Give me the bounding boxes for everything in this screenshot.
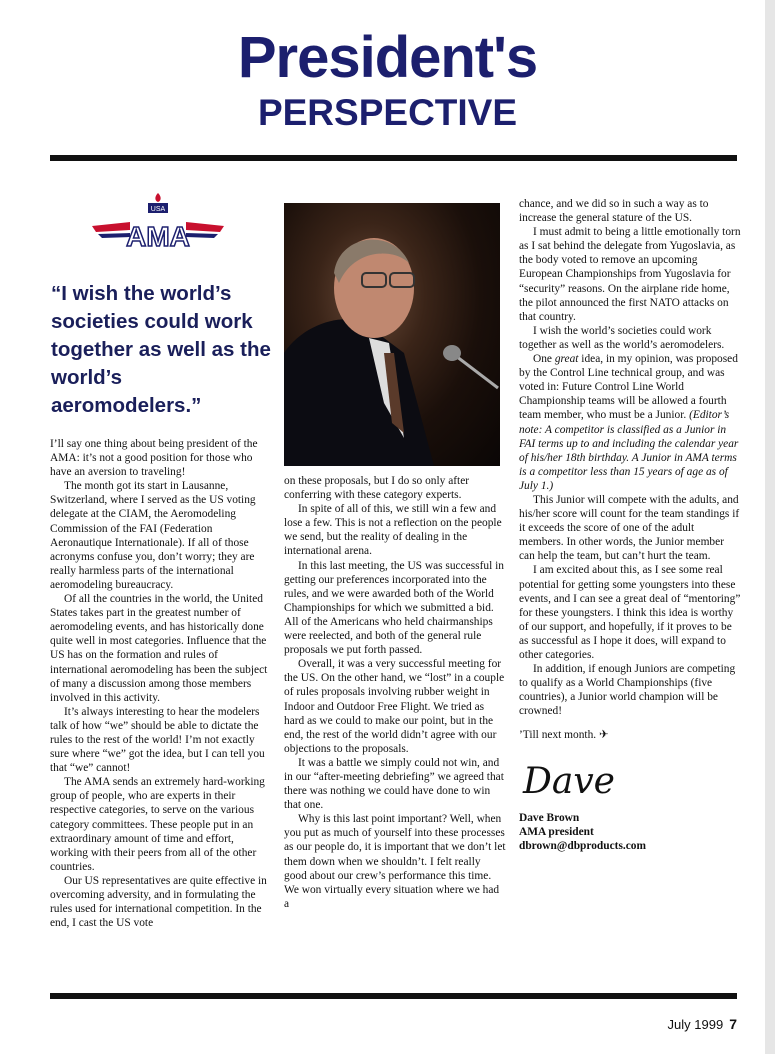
paragraph: In this last meeting, the US was successful in getting our preferences incorporated into the rules, and we were awarded both of the World Championships for which we submitted a bid. All of the Americans who held chairmanships were reelected, and both of the general rule proposals we put forth passed. (284, 559, 504, 657)
right-wing-red (186, 222, 224, 232)
paragraph: I wish the world’s societies could work together as well as the world’s aeromodelers. (519, 324, 725, 351)
paragraph: In addition, if enough Juniors are competing to qualify as a World Championships (five countries), a Junior world champion will be crowned! (519, 663, 736, 718)
ama-logo (92, 192, 224, 254)
paragraph: The month got its start in Lausanne, Switzerland, where I served as the US voting delegate at the CIAM, the Aeromodeling Commission of the FAI (Federation Aeronautique Internationale). If all of those acronyms confuse you, don’t worry; they are really harmless parts of the international aeromodeling bureaucracy. (50, 480, 256, 591)
paragraph: Our US representatives are quite effective in overcoming adversity, and in formulating the rules used for international competition. In the end, I cast the US vote (50, 874, 267, 930)
paragraph: Why is this last point important? Well, when you put as much of yourself into these processes as our people do, it is important that we don’t let them down when we shouldn’t. I felt really good about our crew’s performance this time. We won virtually every situation where we had a (284, 813, 506, 910)
article-column-1 (50, 437, 272, 930)
paragraph: Overall, it was a very successful meeting for the US. On the other hand, we “lost” in a couple of rules proposals involving rubber weight in Indoor and Outdoor Free Flight. We tried as hard as we could to make our point, but in the end, the rest of the world didn’t agree with our objections to the proposals. (284, 658, 505, 755)
paragraph: In spite of all of this, we still win a few and lose a few. This is not a reflection on the people we send, but the reality of dealing in the international arena. (284, 503, 502, 558)
title-perspective: PERSPECTIVE (257, 92, 518, 133)
paragraph: Of all the countries in the world, the United States takes part in the greatest number of aeromodeling events, and has historically done quite well in most categories. Influence that the US has on the formation and rules of international aeromodeling has been the subject of many a discussion among those members involved in this activity. (50, 593, 268, 704)
paragraph: It’s always interesting to hear the modelers talk of how “we” should be able to dictate the rules to the rest of the world! I’m not exactly sure where “we” got the idea, but I can tell you that “we” cannot! (50, 705, 265, 775)
paragraph: I’ll say one thing about being president of the AMA: it’s not a good position for those who have an aversion to traveling! (50, 438, 258, 479)
emphasis: great (554, 353, 579, 366)
issue-date: July 1999 (667, 1017, 724, 1032)
author-email: dbrown@dbproducts.com (519, 839, 646, 852)
signature-text: Dave (523, 760, 615, 802)
paragraph: chance, and we did so in such a way as to increase the general stature of the US. (519, 198, 709, 225)
author-name: Dave Brown (519, 811, 580, 824)
paragraph: I must admit to being a little emotionally torn as I sat behind the delegate from Yugoslavia, as the body voted to remove an upcoming European Championships from Yugoslavia for “security” reasons. On the airplane ride home, the pilot announced the first NATO attacks on that country. (519, 226, 741, 323)
usa-badge-text: USA (150, 206, 166, 213)
scan-edge (765, 0, 775, 1054)
ama-logo-text: AMA (126, 221, 190, 252)
paragraph: It was a battle we simply could not win, and in our “after-meeting debriefing” we agreed that there was nothing we could have done to win that one. (284, 756, 504, 812)
paragraph: I am excited about this, as I see some real potential for getting some youngsters into these events, and I can see a great deal of “mentoring” for these youngsters. I think this idea is worthy of our support, and hopefully, if it proves to be as successful as I hope it does, will expand to other categories. (519, 564, 741, 661)
paragraph: on these proposals, but I do so only after conferring with these category experts. (284, 475, 470, 502)
pull-quote: “I wish the world’s societies could work together as well as the world’s aeromodelers.” (51, 282, 271, 417)
microphone-icon (443, 345, 461, 361)
signature (519, 751, 629, 805)
text: idea, in my opinion, was proposed by the Control Line technical group, and was voted in: Future Control Line World Championship teams will be allowed a fourth team member, who must be a Junior. (519, 353, 738, 422)
page-footer (668, 1016, 737, 1032)
top-rule (50, 155, 737, 161)
text: One (533, 353, 555, 366)
torch-flame-icon (155, 193, 160, 202)
article-column-3 (519, 197, 741, 853)
left-wing-red (92, 222, 130, 232)
article-column-2 (284, 474, 506, 911)
editors-note: (Editor’s note: A competitor is classified as a Junior in FAI terms up to and including the calendar year of his/her 18th birthday. A Junior in AMA terms is a competitor less than 15 years of age as of July 1.) (519, 409, 739, 492)
president-photo (284, 203, 500, 466)
page-number: 7 (729, 1016, 737, 1032)
right-wing-blue (186, 233, 218, 238)
author-role: AMA president (519, 825, 594, 838)
closing: ’Till next month. ✈ (519, 729, 609, 742)
paragraph (519, 352, 741, 493)
paragraph: This Junior will compete with the adults, and his/her score will count for the team standings if it exceeds the score of one of the adult members. In other words, the Junior member can help the team, but can’t hurt the team. (519, 493, 740, 563)
title-presidents: President's (237, 25, 538, 90)
paragraph: The AMA sends an extremely hard-working group of people, who are experts in their respective categories, to serve on the various category committees. These people put in an extraordinary amount of time and effort, working with their peers from all of the other countries. (50, 776, 265, 873)
bottom-rule (50, 993, 737, 999)
